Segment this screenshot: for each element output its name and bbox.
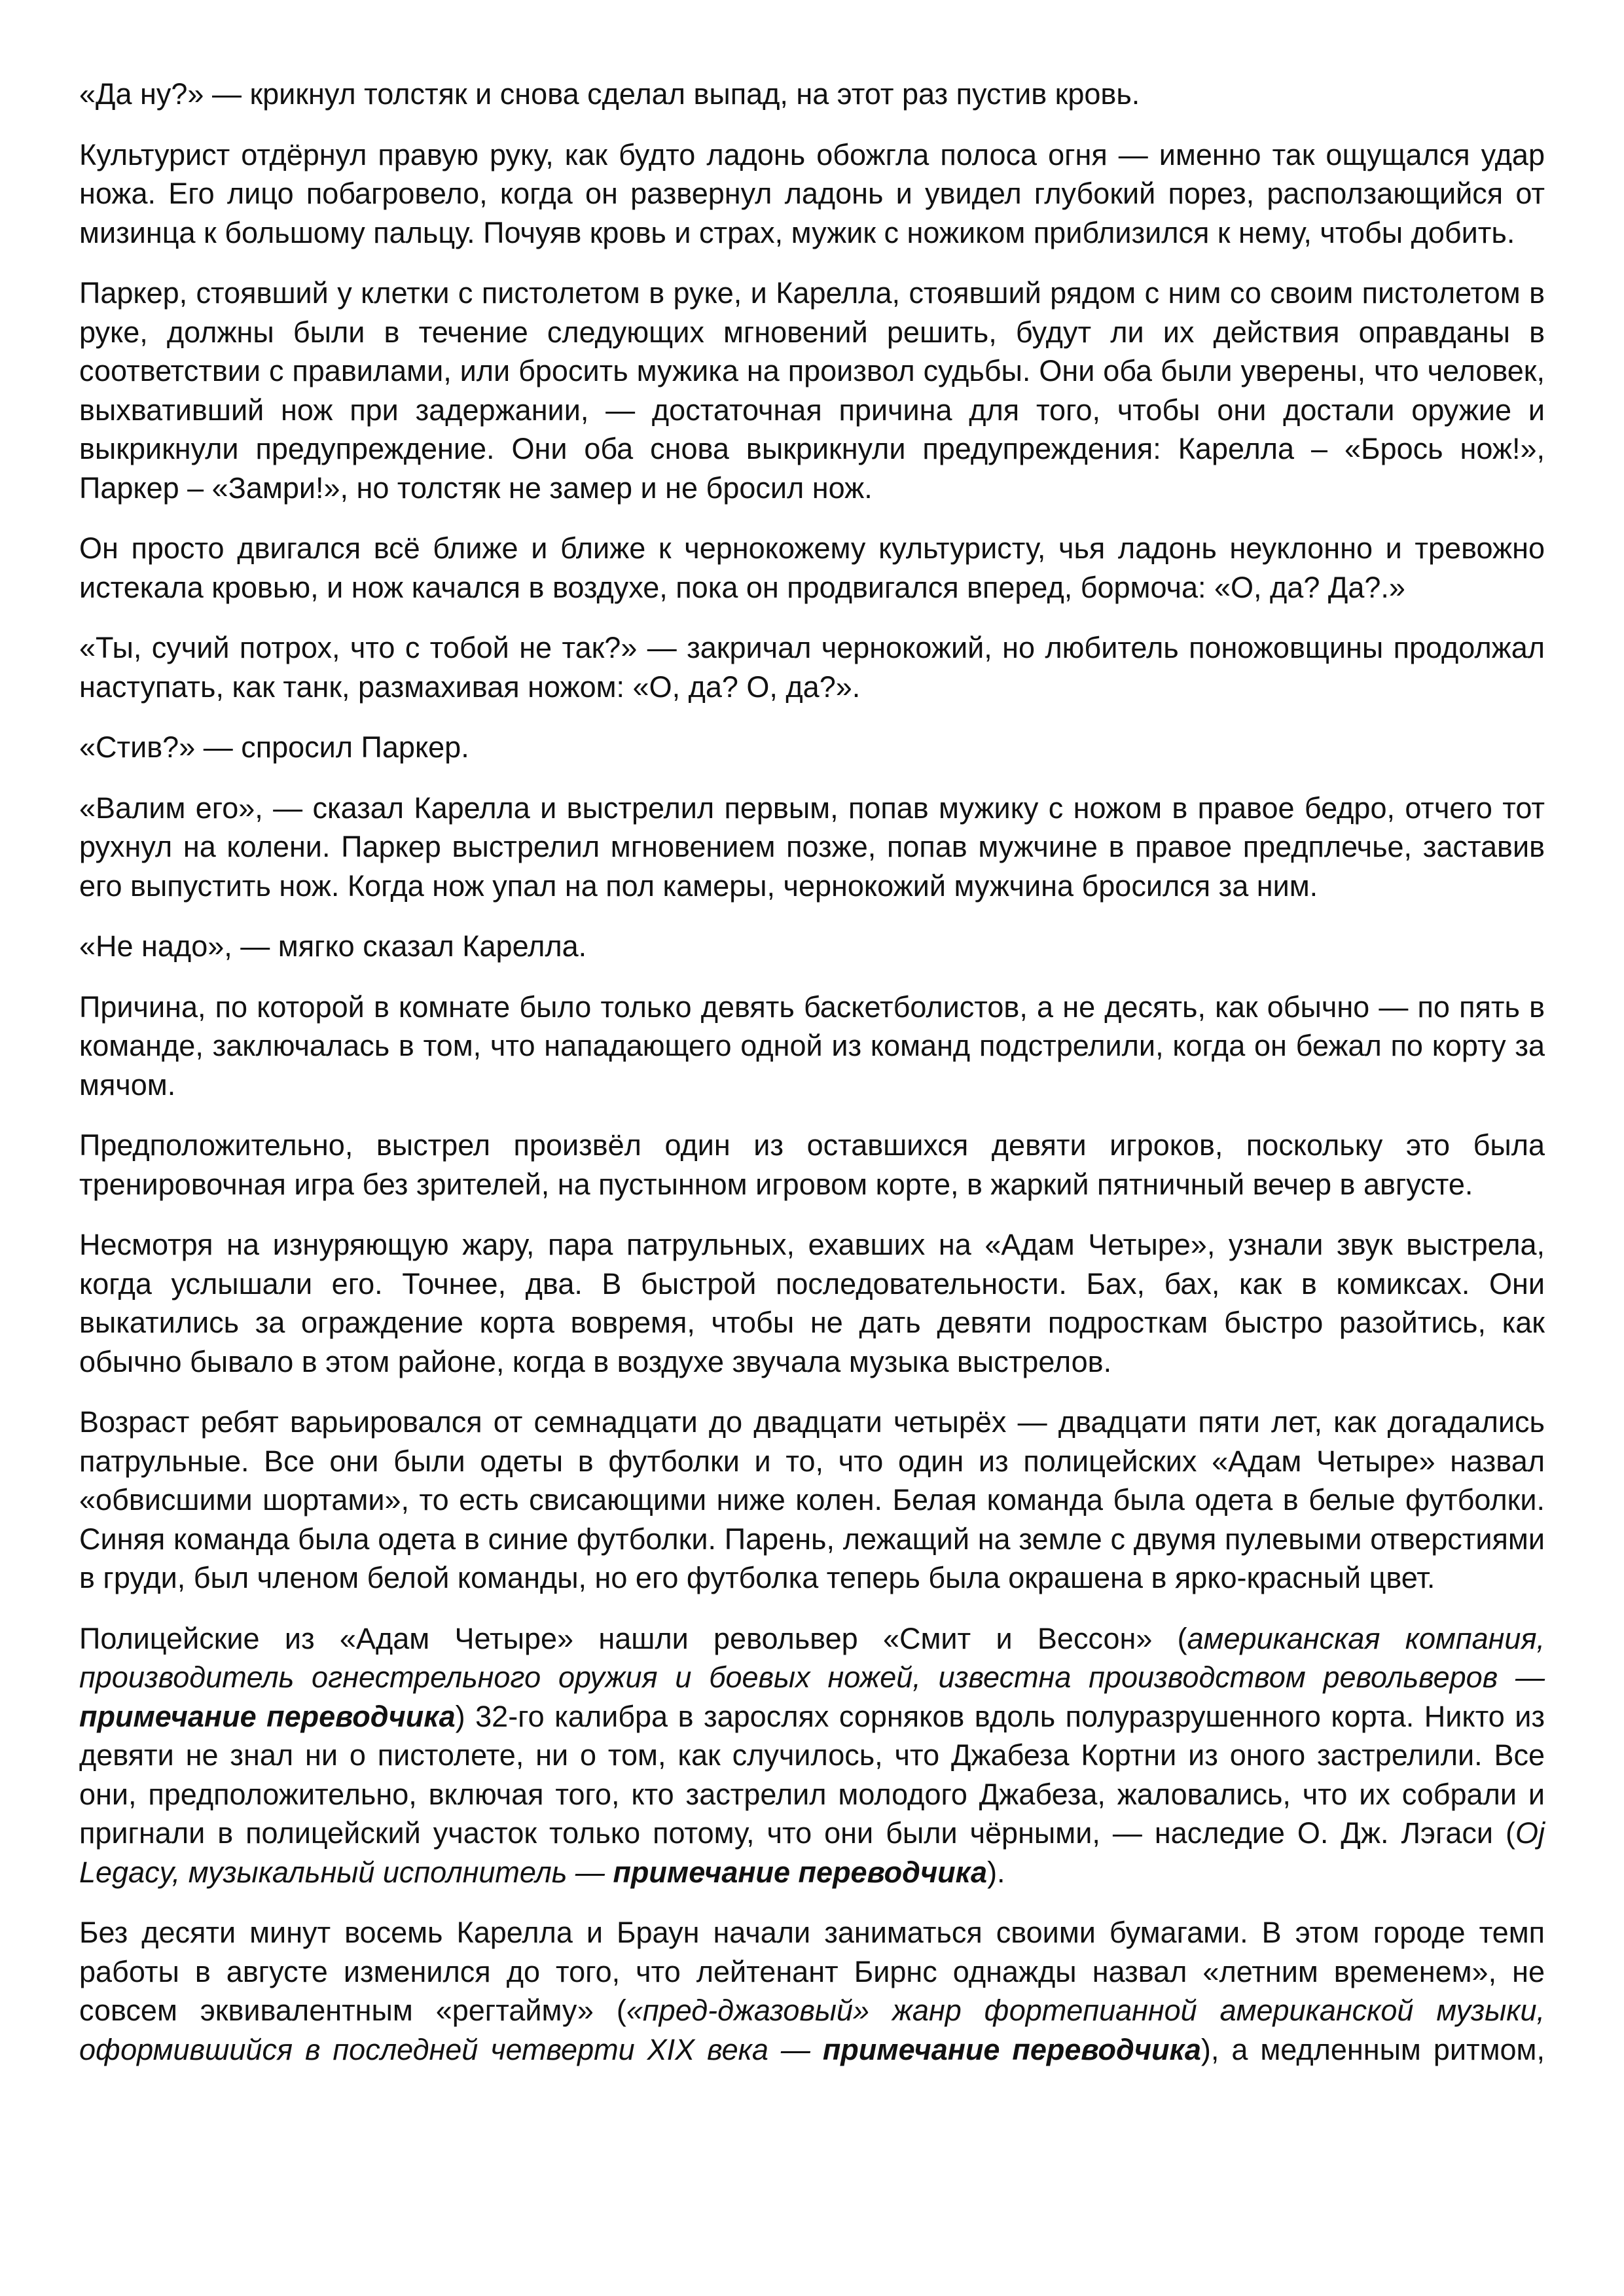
text-run: Возраст ребят варьировался от семнадцати до двадцати четырёх — двадцати пяти лет, как догадались патрульные. Все они были одеты в футболки и то, что один из полицейских «Адам Четыре» назвал «обвисшими шортами», то есть свисающими ниже колен. Белая команда была одета в белые футболки. Синяя команда была одета в синие футболки. Парень, лежащий на земле с двумя пулевыми отверстиями в груди, был членом белой команды, но его футболка теперь была окрашена в ярко-красный цвет. bbox=[79, 1405, 1545, 1594]
text-run: «Да ну?» — крикнул толстяк и снова сделал выпад, на этот раз пустив кровь. bbox=[79, 77, 1140, 111]
paragraph bbox=[79, 1619, 1545, 1892]
text-run: ). bbox=[987, 1855, 1005, 1889]
text-run: Без десяти минут восемь Карелла и Браун начали заниматься своими бумагами. В этом городе темп работы в августе изменился до того, что лейтенант Бирнс однажды назвал «летним временем», не совсем эквивалентным «регтайму» ( bbox=[79, 1916, 1545, 2027]
paragraph bbox=[79, 988, 1545, 1105]
translator-note-label: примечание переводчика bbox=[613, 1855, 988, 1889]
text-run: Причина, по которой в комнате было только девять баскетболистов, а не десять, как обычно — по пять в команде, заключалась в том, что нападающего одной из команд подстрелили, когда он бежал по корту за мячом. bbox=[79, 990, 1545, 1102]
text-run: Несмотря на изнуряющую жару, пара патрульных, ехавших на «Адам Четыре», узнали звук выстрела, когда услышали его. Точнее, два. В быстрой последовательности. Бах, бах, как в комиксах. Они выкатились за ограждение корта вовремя, чтобы не дать девяти подросткам быстро разойтись, как обычно бывало в этом районе, когда в воздухе звучала музыка выстрелов. bbox=[79, 1228, 1545, 1378]
text-run: «Валим его», — сказал Карелла и выстрелил первым, попав мужику с ножом в правое бедро, отчего тот рухнул на колени. Паркер выстрелил мгновением позже, попав мужчине в правое предплечье, заставив его выпустить нож. Когда нож упал на пол камеры, чернокожий мужчина бросился за ним. bbox=[79, 791, 1545, 903]
text-run: «Ты, сучий потрох, что с тобой не так?» — закричал чернокожий, но любитель поножовщины продолжал наступать, как танк, размахивая ножом: «О, да? О, да?». bbox=[79, 631, 1545, 704]
paragraph bbox=[79, 628, 1545, 706]
paragraph bbox=[79, 728, 1545, 767]
paragraph bbox=[79, 274, 1545, 507]
paragraph bbox=[79, 529, 1545, 607]
translator-note-text: американская компания, производитель огнестрельного оружия и боевых ножей, известна производством револьверов — bbox=[79, 1621, 1545, 1694]
paragraph bbox=[79, 135, 1545, 253]
paragraph bbox=[79, 1225, 1545, 1381]
text-run: «Стив?» — спросил Паркер. bbox=[79, 730, 469, 764]
body-text bbox=[79, 75, 1545, 2069]
text-run: Культурист отдёрнул правую руку, как будто ладонь обожгла полоса огня — именно так ощущался удар ножа. Его лицо побагровело, когда он развернул ладонь и увидел глубокий порез, расползающийся от мизинца к большому пальцу. Почуяв кровь и страх, мужик с ножиком приблизился к нему, чтобы добить. bbox=[79, 137, 1545, 249]
translator-note-label: примечание переводчика bbox=[822, 2032, 1201, 2066]
text-run: ), а медленным ритмом, bbox=[1200, 2032, 1545, 2066]
paragraph bbox=[79, 927, 1545, 966]
text-run: Он просто двигался всё ближе и ближе к чернокожему культуристу, чья ладонь неуклонно и тревожно истекала кровью, и нож качался в воздухе, пока он продвигался вперед, бормоча: «О, да? Да?.» bbox=[79, 531, 1545, 604]
paragraph bbox=[79, 1403, 1545, 1598]
text-run: Предположительно, выстрел произвёл один из оставшихся девяти игроков, поскольку это была тренировочная игра без зрителей, на пустынном игровом корте, в жаркий пятничный вечер в августе. bbox=[79, 1128, 1545, 1201]
translator-note-label: примечание переводчика bbox=[79, 1699, 456, 1733]
paragraph bbox=[79, 789, 1545, 906]
translator-note-text: Oj Legacy, музыкальный исполнитель — bbox=[79, 1816, 1545, 1889]
paragraph bbox=[79, 1126, 1545, 1204]
paragraph bbox=[79, 1913, 1545, 2069]
paragraph bbox=[79, 75, 1545, 114]
text-run: «Не надо», — мягко сказал Карелла. bbox=[79, 929, 587, 963]
text-run: Полицейские из «Адам Четыре» нашли револьвер «Смит и Вессон» ( bbox=[79, 1621, 1187, 1655]
translator-note-text: «пред-джазовый» жанр фортепианной американской музыки, оформившийся в последней четверти XIX века — bbox=[79, 1994, 1545, 2066]
text-run: Паркер, стоявший у клетки с пистолетом в руке, и Карелла, стоявший рядом с ним со своим пистолетом в руке, должны были в течение следующих мгновений решить, будут ли их действия оправданы в соответствии с правилами, или бросить мужика на произвол судьбы. Они оба были уверены, что человек, выхвативший нож при задержании, — достаточная причина для того, чтобы они достали оружие и выкрикнули предупреждение. Они оба снова выкрикнули предупреждения: Карелла – «Брось нож!», Паркер – «Замри!», но толстяк не замер и не бросил нож. bbox=[79, 276, 1545, 505]
text-run: ) 32-го калибра в зарослях сорняков вдоль полуразрушенного корта. Никто из девяти не знал ни о пистолете, ни о том, как случилось, что Джабеза Кортни из оного застрелили. Все они, предположительно, включая того, кто застрелил молодого Джабеза, жаловались, что их собрали и пригнали в полицейский участок только потому, что они были чёрными, — наследие О. Дж. Лэгаси ( bbox=[79, 1699, 1545, 1850]
